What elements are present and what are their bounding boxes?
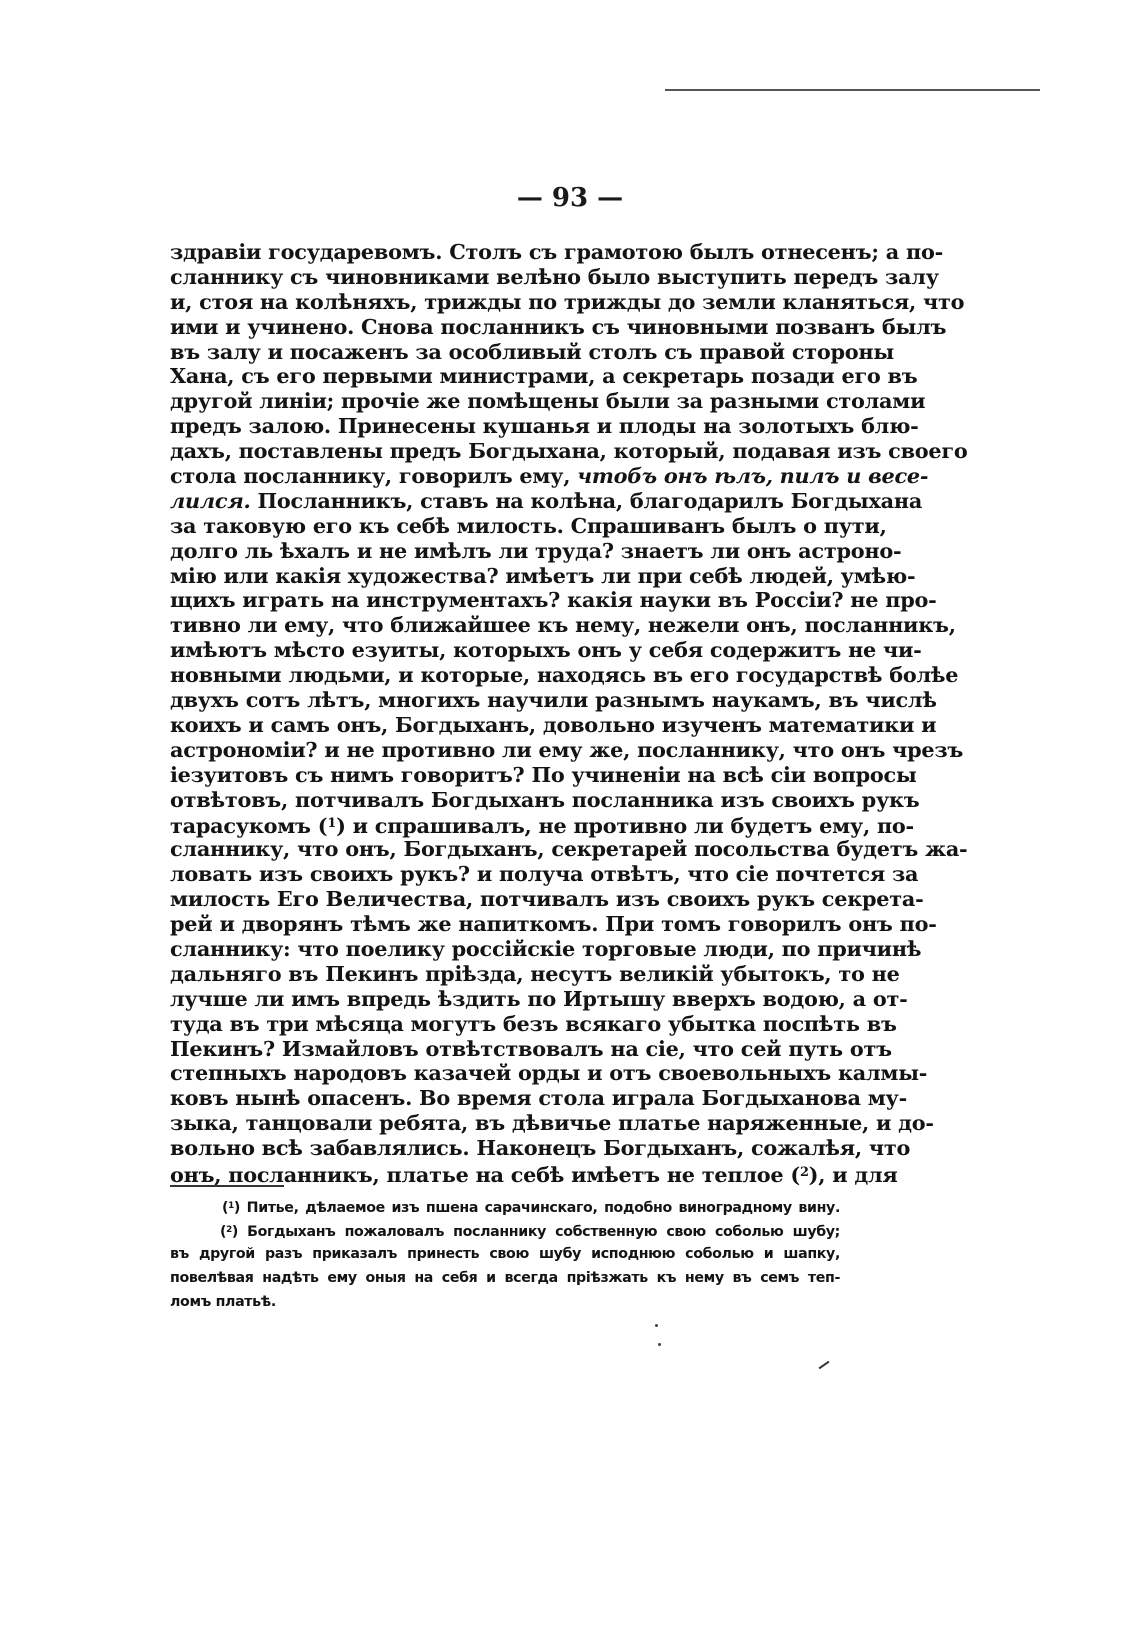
line-text: іезуитовъ съ нимъ говоритъ? По учиненіи на всѣ сіи вопросы [170,761,917,787]
text-line [170,363,918,389]
text-line [170,761,917,788]
text-line [170,911,937,937]
text-line [170,1010,897,1037]
text-line [170,388,926,414]
line-text: имѣютъ мѣсто езуиты, которыхъ онъ у себя содержитъ не чи- [170,637,922,663]
line-text: долго ль ѣхалъ и не имѣлъ ли труда? знаетъ ли онъ астроно- [170,537,902,563]
footnote-text: въ другой разъ приказалъ принесть свою шубу исподнюю соболью и шапку, [170,1246,840,1262]
scan-speck [655,1324,658,1327]
footnote-text: повелѣвая надѣть ему оныя на себя и всегда пріѣзжать къ нему въ семъ теп- [170,1270,840,1286]
line-text: мію или какія художества? имѣетъ ли при себѣ людей, умѣю- [170,562,916,588]
footnote-marker: 1 [228,1201,234,1211]
text-line [170,1135,911,1161]
line-text: ими и учинено. Снова посланникъ съ чиновными позванъ былъ [170,313,947,339]
text-line [170,786,920,813]
text-line [170,263,939,290]
line-text: двухъ сотъ лѣтъ, многихъ научили разнымъ наукамъ, въ числѣ [170,687,937,713]
line-text: Посланникъ, ставъ на колѣна, благодарилъ Богдыхана [257,487,923,513]
footnote-ref: 2 [799,1164,809,1180]
text-line [170,512,887,539]
line-text: предъ залою. Принесены кушанья и плоды на золотыхъ блю- [170,413,919,439]
footnote-line [170,1290,840,1314]
line-text: астрономіи? и не противно ли ему же, посланнику, что онъ чрезъ [170,736,964,762]
line-text: сланнику: что поелику россійскіе торговые люди, по причинѣ [170,935,922,961]
text-line [170,662,959,688]
text-line [170,711,937,738]
text-line [170,886,924,912]
text-line [170,438,968,464]
italic-phrase: чтобъ онъ ѣлъ, пилъ и весе- [577,463,929,489]
text-line [170,239,943,265]
line-text: отвѣтовъ, потчивалъ Богдыханъ посланника изъ своихъ рукъ [170,786,920,812]
line-text: дальняго въ Пекинъ пріѣзда, несутъ великій убытокъ, то не [170,960,900,986]
text-line [170,1110,934,1136]
line-text: онъ, посланникъ, платье на себѣ имѣетъ не теплое ( [170,1161,800,1187]
line-text: тарасукомъ ( [170,813,328,839]
footnote-text: ломъ платьѣ. [170,1294,276,1310]
line-text: здравіи государевомъ. Столъ съ грамотою былъ отнесенъ; а по- [170,239,943,264]
line-text: стола посланнику, говорилъ ему, [170,463,571,489]
line-text: Пекинъ? Измайловъ отвѣтствовалъ на сіе, что сей путь отъ [170,1035,892,1061]
line-text: туда въ три мѣсяца могутъ безъ всякаго убытка поспѣть въ [170,1010,897,1036]
text-line [170,836,968,862]
line-text-cont: ) и спрашивалъ, не противно ли будетъ ему, по- [336,813,914,839]
text-line [170,985,908,1012]
line-text: и, стоя на колѣняхъ, трижды по трижды до земли кланяться, что [170,288,965,314]
text-line [170,736,964,763]
line-text: рей и дворянъ тѣмъ же напиткомъ. При томъ говорилъ онъ по- [170,911,937,937]
text-line [170,1035,892,1062]
line-text: Хана, съ его первыми министрами, а секретарь позади его въ [170,363,918,389]
text-line [170,637,922,663]
line-text: зыка, танцовали ребята, въ дѣвичье платье наряженные, и до- [170,1110,934,1136]
text-line [170,487,923,514]
text-line [170,463,929,489]
body-text [170,239,968,1187]
scan-speck [658,1343,661,1346]
text-line [170,612,956,638]
text-line [170,861,919,887]
italic-phrase: лился. [170,487,251,513]
footnote-ref: 1 [327,816,337,832]
line-text: другой линіи; прочіе же помѣщены были за разными столами [170,388,926,414]
text-line [170,587,937,613]
text-line [170,1060,928,1086]
line-text-cont: ), и для [808,1161,898,1187]
line-text: за таковую его къ себѣ милость. Спрашиванъ былъ о пути, [170,512,887,538]
footnote-line [170,1242,840,1266]
line-text: дахъ, поставлены предъ Богдыхана, который, подавая изъ своего [170,438,968,464]
footnote-line [170,1218,840,1242]
footnote-text-cont: ) Питье, дѣлаемое изъ пшена сарачинскаго, подобно виноградному вину. [233,1199,840,1216]
line-text: щихъ играть на инструментахъ? какія науки въ Россіи? не про- [170,587,937,613]
line-text: новными людьми, и которые, находясь въ его государствѣ болѣе [170,662,959,688]
text-line [170,562,916,589]
footnote-separator [170,1185,284,1187]
text-line [170,1161,898,1187]
line-text: сланнику съ чиновниками велѣно было выступить передъ залу [170,263,939,289]
line-text: коихъ и самъ онъ, Богдыханъ, довольно изученъ математики и [170,711,937,737]
footnotes [170,1194,840,1314]
scan-mark [819,1361,830,1370]
line-text: вольно всѣ забавлялись. Наконецъ Богдыханъ, сожалѣя, что [170,1135,911,1161]
line-text: лучше ли имъ впредь ѣздить по Иртышу вверхъ водою, а от- [170,985,908,1011]
line-text: тивно ли ему, что ближайшее къ нему, нежели онъ, посланникъ, [170,612,956,638]
scan-edge-line [665,89,1040,91]
footnote-line [170,1266,840,1290]
text-line [170,313,947,340]
line-text: ковъ нынѣ опасенъ. Во время стола играла Богдыханова му- [170,1085,907,1111]
footnote-line [170,1194,840,1218]
footnote-text: ( [222,1199,229,1216]
line-text: степныхъ народовъ казачей орды и отъ своевольныхъ калмы- [170,1060,928,1086]
text-line [170,812,914,839]
page-number: — 93 — [516,183,624,213]
footnote-text-cont: ) Богдыханъ пожаловалъ посланнику собственную свою соболью шубу; [231,1223,840,1240]
text-line [170,687,937,713]
text-line [170,413,919,439]
footnote-text: ( [220,1223,227,1240]
text-line [170,338,894,365]
text-line [170,935,922,962]
line-text: въ залу и посаженъ за особливый столъ съ правой стороны [170,338,894,364]
line-text: сланнику, что онъ, Богдыханъ, секретарей посольства будетъ жа- [170,836,968,862]
text-line [170,1085,907,1111]
text-line [170,288,965,315]
footnote-marker: 2 [226,1225,232,1235]
text-line [170,537,902,564]
text-line [170,960,900,987]
line-text: ловать изъ своихъ рукъ? и получа отвѣтъ, что сіе почтется за [170,861,919,887]
line-text: милость Его Величества, потчивалъ изъ своихъ рукъ секрета- [170,886,924,912]
